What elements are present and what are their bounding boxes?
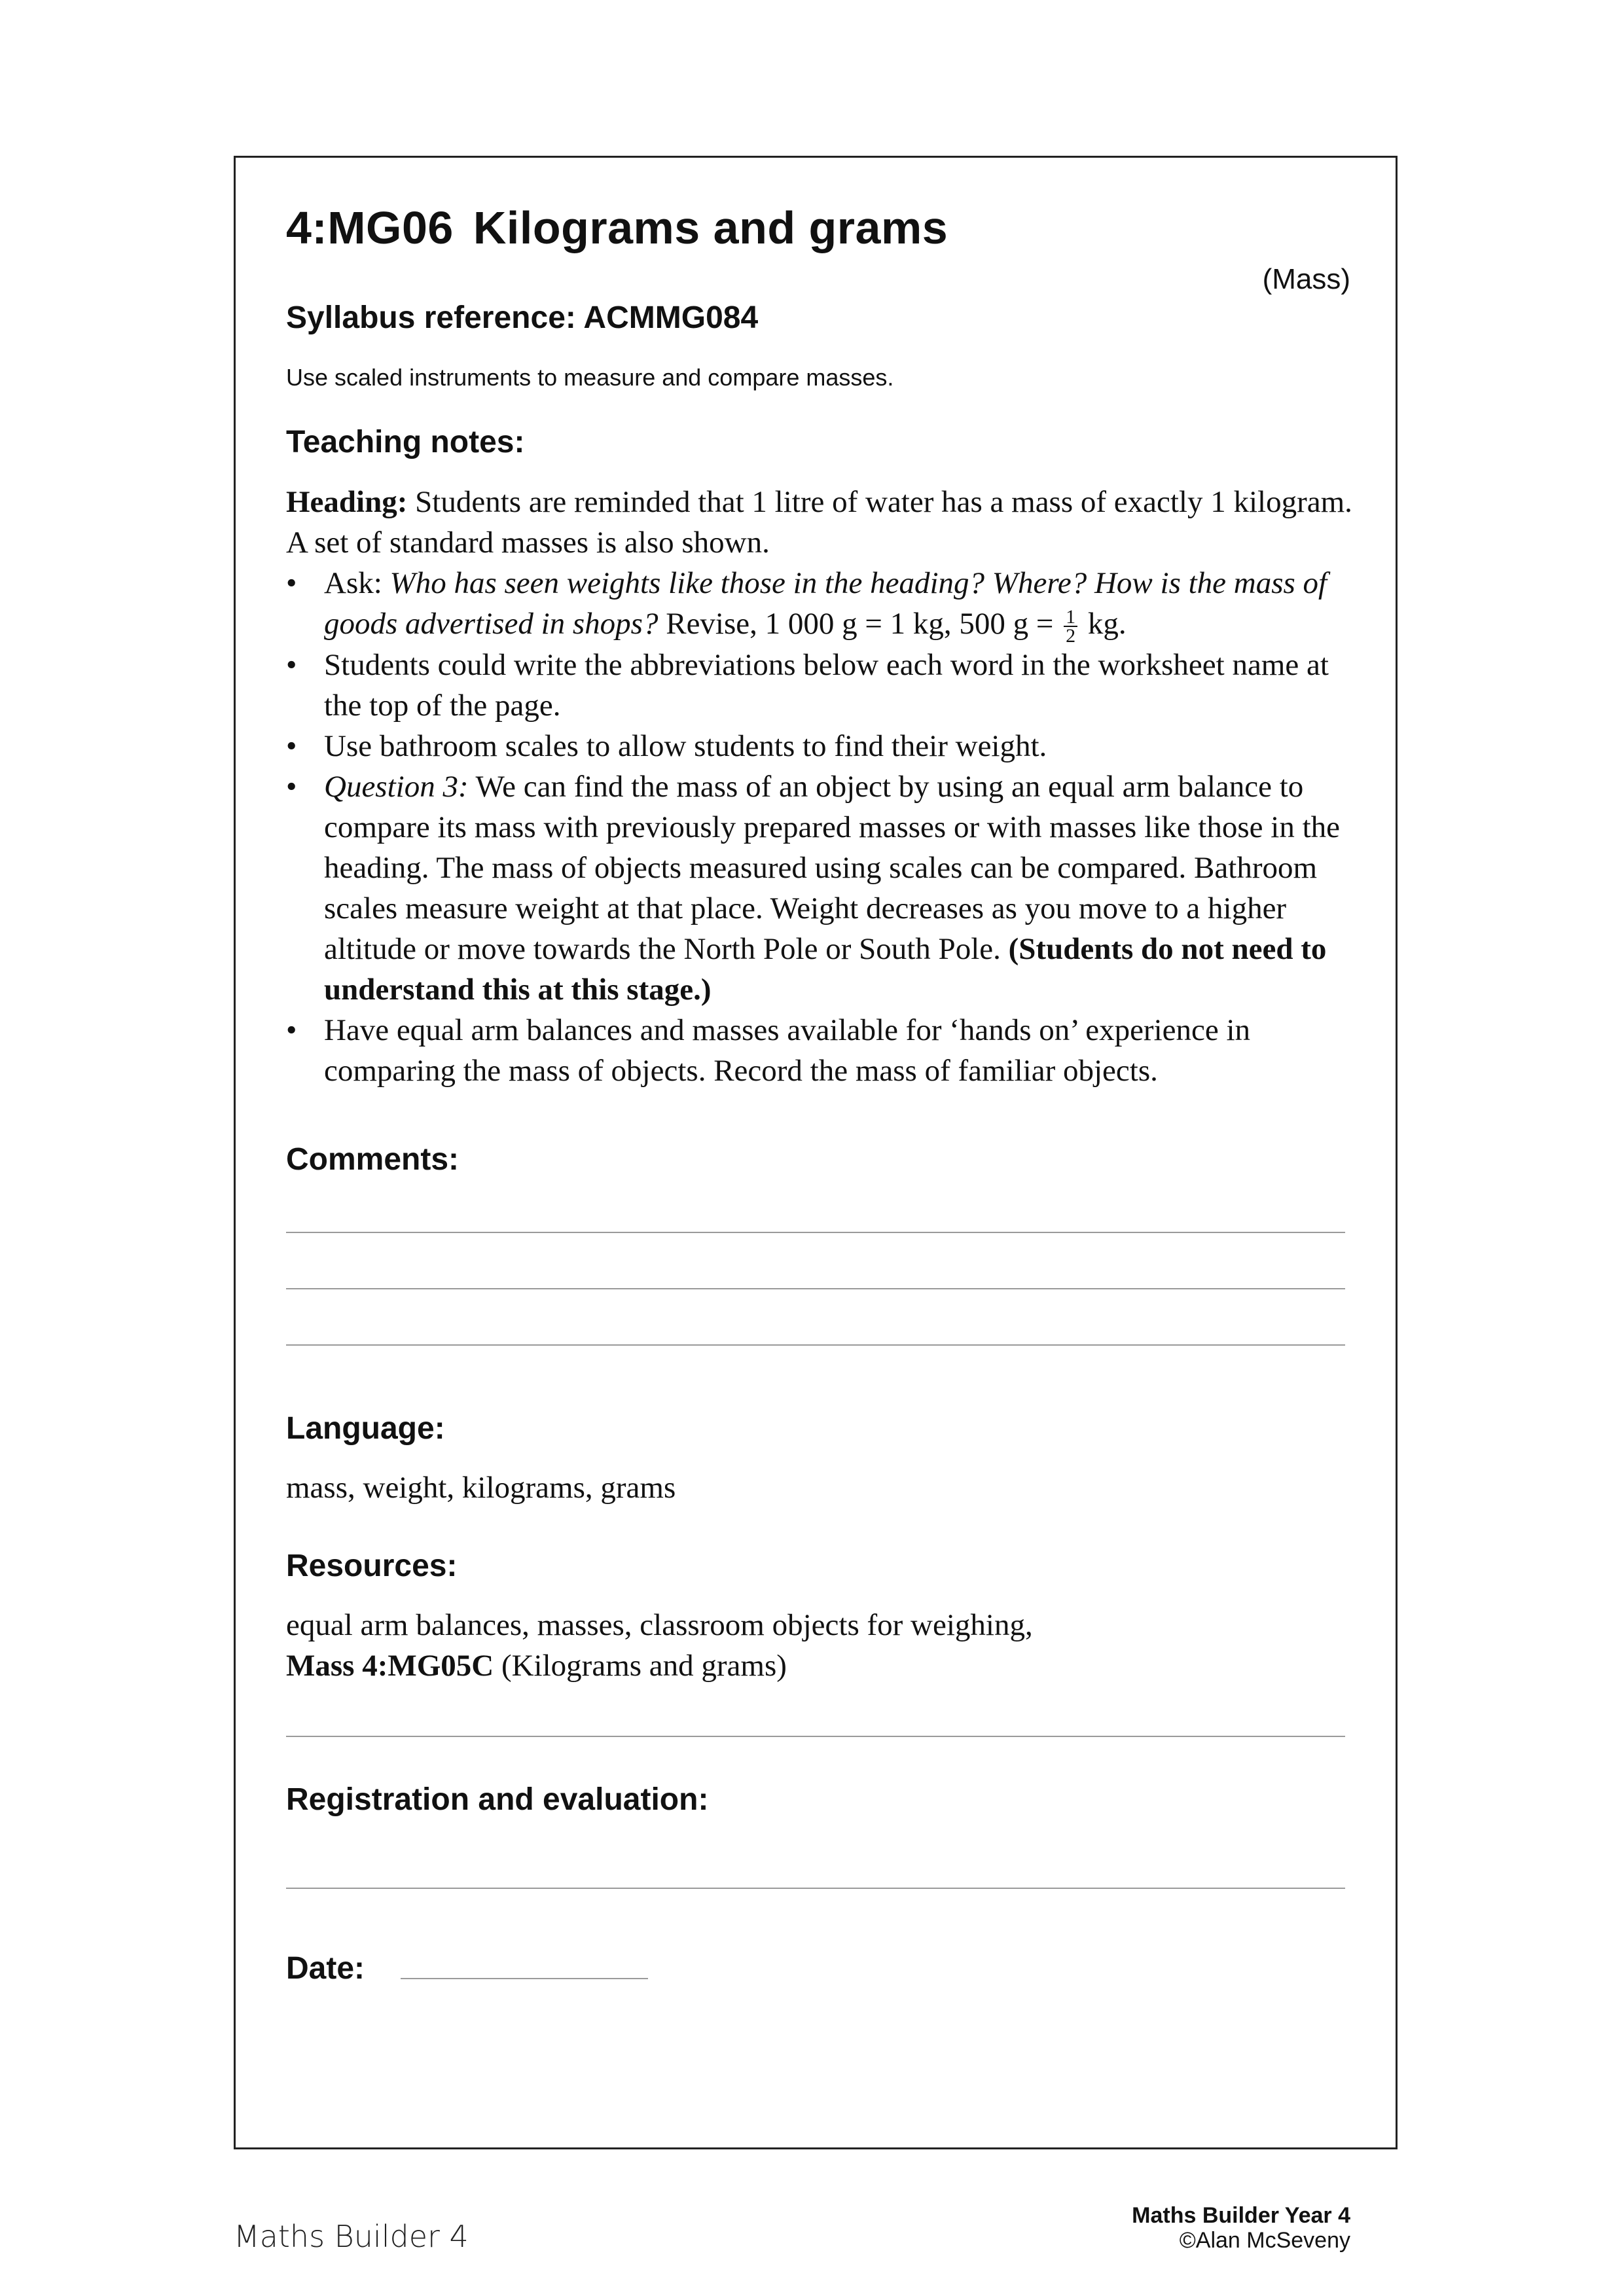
date-line bbox=[401, 1978, 648, 1979]
teaching-notes-heading: Teaching notes: bbox=[286, 425, 525, 459]
ask-question: Who has seen weights like those in the heading? Where? How is the mass of goods advertised in shops? bbox=[324, 566, 1327, 641]
intro-label: Heading: bbox=[286, 485, 408, 519]
footer-right bbox=[1132, 2203, 1350, 2253]
list-item bbox=[286, 766, 1360, 1010]
resources-divider bbox=[286, 1736, 1345, 1737]
comments-heading: Comments: bbox=[286, 1142, 460, 1177]
list-item: • Students could write the abbreviations below each word in the worksheet name at the top of the page. bbox=[286, 645, 1360, 726]
intro-text: Students are reminded that 1 litre of water has a mass of exactly 1 kilogram. A set of standard masses is also shown. bbox=[286, 485, 1352, 560]
resources-line-2 bbox=[286, 1645, 1360, 1686]
resources-line-1: equal arm balances, masses, classroom objects for weighing, bbox=[286, 1608, 1033, 1642]
registration-line bbox=[286, 1888, 1345, 1889]
fraction-numerator: 1 bbox=[1064, 608, 1077, 627]
half-fraction bbox=[1064, 608, 1077, 645]
resource-ref: Mass 4:MG05C bbox=[286, 1649, 494, 1683]
syllabus-heading: Syllabus reference: ACMMG084 bbox=[286, 300, 759, 335]
title-name: Kilograms and grams bbox=[473, 202, 948, 253]
page-title bbox=[286, 202, 948, 254]
question-label: Question 3: bbox=[324, 770, 469, 804]
ask-prefix: Ask: bbox=[324, 566, 390, 600]
intro-paragraph bbox=[286, 482, 1360, 563]
revise-end: kg. bbox=[1080, 607, 1127, 641]
registration-heading: Registration and evaluation: bbox=[286, 1782, 709, 1817]
comment-line bbox=[286, 1288, 1345, 1289]
footer-copyright: ©Alan McSeveny bbox=[1179, 2228, 1350, 2253]
list-item: • Use bathroom scales to allow students to find their weight. bbox=[286, 726, 1360, 766]
footer-book-title: Maths Builder Year 4 bbox=[1132, 2203, 1350, 2228]
revise-text: Revise, 1 000 g = 1 kg, 500 g = bbox=[658, 607, 1062, 641]
footer-left: Maths Builder 4 bbox=[234, 2219, 469, 2254]
comment-line bbox=[286, 1232, 1345, 1233]
date-label: Date: bbox=[286, 1951, 365, 1986]
teaching-notes-body bbox=[286, 482, 1360, 1091]
fraction-denominator: 2 bbox=[1066, 625, 1076, 647]
question-note: (Students do not need to understand this at this stage.) bbox=[324, 932, 1327, 1007]
topic-tag: (Mass) bbox=[1262, 263, 1350, 295]
title-code: 4:MG06 bbox=[286, 202, 454, 253]
resources-text bbox=[286, 1605, 1360, 1686]
list-item: • Have equal arm balances and masses available for ‘hands on’ experience in comparing the mass of objects. Record the mass of familiar objects. bbox=[286, 1010, 1360, 1091]
question-text: We can find the mass of an object by using an equal arm balance to compare its mass with previously prepared masses or with masses like those in the heading. The mass of objects measured using scales can be compared. Bathroom scales measure weight at that place. Weight decreases as you move to a higher altitude or move towards the North Pole or South Pole. bbox=[324, 770, 1340, 967]
syllabus-text: Use scaled instruments to measure and compare masses. bbox=[286, 364, 894, 391]
list-item bbox=[286, 563, 1360, 645]
notes-list bbox=[286, 563, 1360, 1091]
comment-line bbox=[286, 1344, 1345, 1346]
resources-heading: Resources: bbox=[286, 1549, 458, 1583]
language-text: mass, weight, kilograms, grams bbox=[286, 1471, 676, 1505]
resource-ref-desc: (Kilograms and grams) bbox=[494, 1649, 787, 1683]
language-heading: Language: bbox=[286, 1411, 445, 1446]
